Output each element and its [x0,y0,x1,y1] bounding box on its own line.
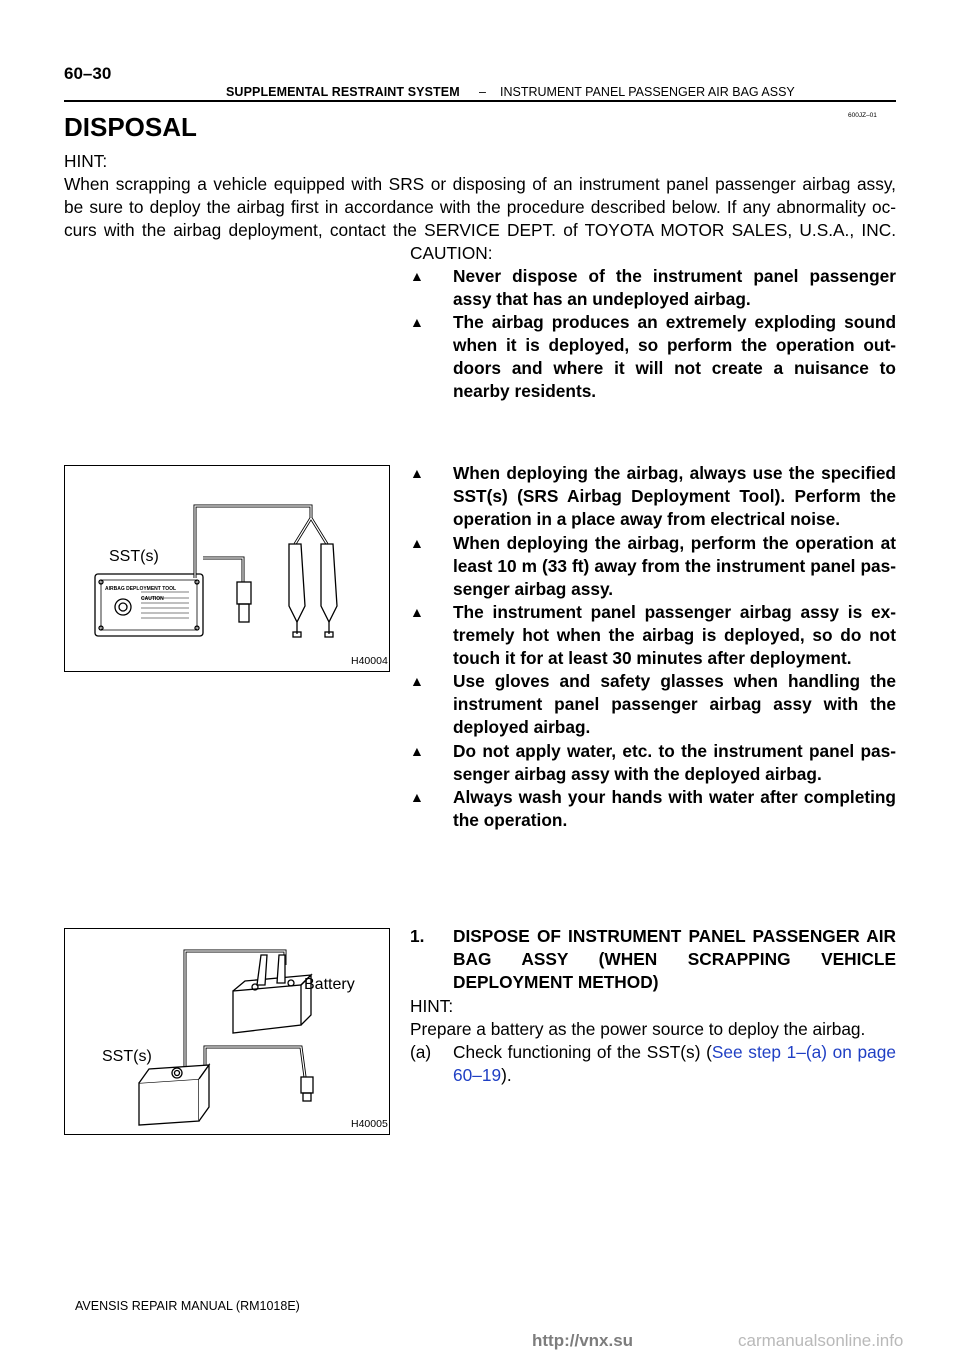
header-separator: – [479,85,486,99]
caution-line: senger airbag assy with the deployed airbag. [453,764,822,784]
caution-line: When deploying the airbag, always use the specified [453,463,896,483]
watermark-url: http://vnx.su [532,1331,634,1350]
document-code: 600JZ–01 [848,112,877,119]
tool-caution-label: CAUTION [141,596,164,602]
caution-line: Never dispose of the instrument panel passenger [453,266,896,286]
caution-line: deployed airbag. [453,717,591,737]
intro-line: curs with the airbag deployment, contact the SERVICE DEPT. of TOYOTA MOTOR SALES, U.S.A., INC. [64,220,896,240]
caution-line: least 10 m (33 ft) away from the instrument panel pas- [453,556,896,576]
warning-triangle-icon: ▲ [410,673,424,689]
caution-line: touch it for at least 30 minutes after deployment. [453,648,852,668]
figure-code: H40005 [351,1118,388,1130]
figure-code: H40004 [351,655,388,667]
caution-line: Do not apply water, etc. to the instrument panel pas- [453,741,896,761]
figure-label-sst: SST(s) [102,1048,152,1065]
hint-text: Prepare a battery as the power source to deploy the airbag. [410,1019,866,1039]
caution-line: the operation. [453,810,568,830]
watermark-site: carmanualsonline.info [738,1331,904,1350]
caution-line: operation in a place away from electrical noise. [453,509,841,529]
sst-battery-illustration [65,929,389,1134]
intro-line: be sure to deploy the airbag first in accordance with the procedure described below. If any abnormality oc- [64,197,896,217]
caution-line: instrument panel passenger airbag assy with the [453,694,896,714]
warning-triangle-icon: ▲ [410,465,424,481]
caution-line: SST(s) (SRS Airbag Deployment Tool). Perform the [453,486,896,506]
warning-triangle-icon: ▲ [410,314,424,330]
footer: AVENSIS REPAIR MANUAL (RM1018E) [75,1299,300,1313]
sst-tool-illustration [65,466,389,671]
warning-triangle-icon: ▲ [410,743,424,759]
substep-text [453,1041,896,1087]
caution-line: Always wash your hands with water after completing [453,787,896,807]
caution-line: The airbag produces an extremely exploding sound [453,312,896,332]
caution-line: doors and where it will not create a nuisance to [453,358,896,378]
header-subsection-title: INSTRUMENT PANEL PASSENGER AIR BAG ASSY [500,85,795,99]
step-heading [453,925,896,994]
hint-label: HINT: [410,996,454,1016]
figure-label-battery: Battery [304,976,355,993]
caution-line: The instrument panel passenger airbag assy is ex- [453,602,896,622]
caution-line: tremely hot when the airbag is deployed, so do not [453,625,896,645]
step-heading-line: BAG ASSY (WHEN SCRAPPING VEHICLE [453,949,896,969]
header-section-title: SUPPLEMENTAL RESTRAINT SYSTEM [226,85,460,99]
header-rule [64,100,896,102]
caution-line: Use gloves and safety glasses when handling the [453,671,896,691]
substep-text-end: ). [501,1065,512,1085]
caution-line: when it is deployed, so perform the operation out- [453,335,896,355]
caution-line: nearby residents. [453,381,597,401]
figure-sst-battery [64,928,390,1135]
substep-marker: (a) [410,1042,432,1062]
tool-label: AIRBAG DEPLOYMENT TOOL [105,586,177,592]
caution-line: When deploying the airbag, perform the operation at [453,533,896,553]
cross-reference-page-link[interactable]: 60–19 [453,1065,502,1085]
step-number: 1. [410,926,425,946]
intro-line: When scrapping a vehicle equipped with SRS or disposing of an instrument panel passenger airbag assy, [64,174,896,194]
caution-label: CAUTION: [410,243,493,263]
hint-label: HINT: [64,151,108,171]
page-title: DISPOSAL [64,112,197,142]
warning-triangle-icon: ▲ [410,535,424,551]
warning-triangle-icon: ▲ [410,604,424,620]
figure-label-sst: SST(s) [109,548,159,565]
step-heading-line: DEPLOYMENT METHOD) [453,972,659,992]
page-number: 60–30 [64,64,112,83]
substep-text-start: Check functioning of the SST(s) ( [453,1042,712,1062]
caution-line: senger airbag assy. [453,579,614,599]
figure-sst-deployment-tool [64,465,390,672]
warning-triangle-icon: ▲ [410,789,424,805]
caution-line: assy that has an undeployed airbag. [453,289,751,309]
warning-triangle-icon: ▲ [410,268,424,284]
step-heading-line: DISPOSE OF INSTRUMENT PANEL PASSENGER AIR [453,926,896,946]
cross-reference-link[interactable]: See step 1–(a) on page [711,1042,896,1062]
